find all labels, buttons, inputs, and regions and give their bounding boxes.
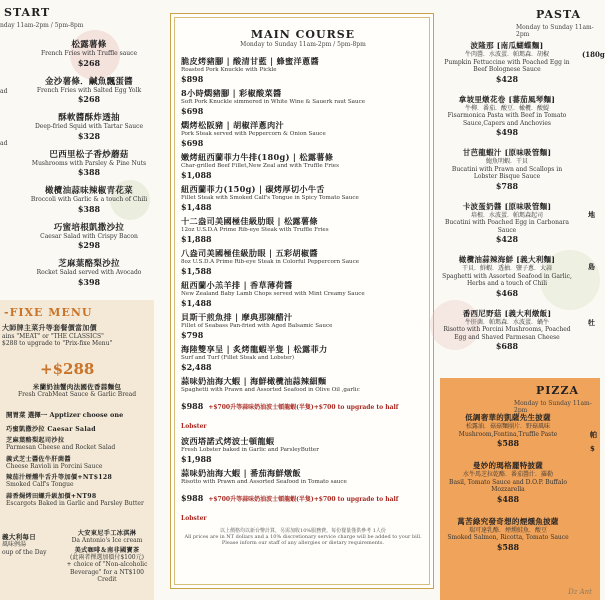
item-name-zh: 蒜味奶油海大蝦 | 番茄海鮮燉飯 xyxy=(181,467,301,478)
item-price: $1,488 xyxy=(181,201,212,212)
drink-zh: 美式咖啡＆南非國寶茶 xyxy=(74,546,140,554)
choice-zh: 巧蜜凱撒沙拉 Caesar Salad xyxy=(6,426,96,433)
item-price: $488 xyxy=(496,493,520,504)
footnote-line: Please inform our staff of any allergies or dietary requirements. xyxy=(221,540,385,547)
item-name-zh: 海陸雙享呈 | 炙烤龍蝦半隻 | 松露菲力 xyxy=(181,343,328,354)
item-desc-zh: 松露油．菇菇麵團片．野菇風味 xyxy=(465,423,550,430)
menu-item xyxy=(442,94,572,138)
item-name-en: Soft Pork Knuckle simmered in White Wine & Sauerk raut Sauce xyxy=(181,98,366,105)
item-name-zh: 8小時燜豬腳 | 彩椒酸菜醬 xyxy=(181,87,282,98)
item-name-zh: 波隆那 [南瓜蝴蝶麵] xyxy=(470,41,544,50)
menu-item xyxy=(442,516,574,552)
item-name-en: Basil, Tomato Sauce and D.O.P. Buffalo Mozzarella xyxy=(449,478,567,493)
item-price: $398 xyxy=(77,276,101,287)
item-price: $988 xyxy=(181,400,204,411)
item-name-zh: 橄欖油蒜味辣椒青花菜 xyxy=(44,186,133,196)
menu-item xyxy=(442,201,572,245)
choice-en: Smoked Calf's Tongue xyxy=(6,481,74,488)
item-name-en: Smoked Salmon, Ricotta, Tomato Sauce xyxy=(447,534,569,541)
upgrade-note: +$700升等蒜味奶油波士頓龍蝦(半隻)+$700 to upgrade to half Lobster xyxy=(181,403,399,430)
pizza-list xyxy=(442,412,574,559)
starter-list xyxy=(20,38,158,294)
item-desc-zh: 干貝．鮮蝦．透抽．鹽子蔥．大蒜 xyxy=(461,265,552,272)
item-name-zh: 橄欖油蒜辣海鮮 [義大利麵] xyxy=(458,255,556,264)
item-name-en: Caesar Salad with Crispy Bacon xyxy=(40,232,138,240)
fragment-text: $ xyxy=(590,444,595,453)
item-desc-zh: 鮑魚明蝦．干貝 xyxy=(485,158,528,165)
item-name-en: Spaghetti with Prawn and Assorted Seafood in Olive Oil ,garlic xyxy=(181,386,360,393)
item-desc-zh: 培根．水波蛋．帕瑪森起司 xyxy=(470,211,543,219)
item-price: $1,888 xyxy=(181,233,212,244)
item-name-en: 12oz U.S.D.A Prime Rib-eye Steak with Truffle Fries xyxy=(181,226,329,233)
item-name-en: New Zealand Baby Lamb Chops served with Mint Creamy Sauce xyxy=(181,290,365,297)
section-title-pizza: PIZZA xyxy=(536,384,580,397)
menu-item xyxy=(20,148,158,178)
item-name-en: Pork Steak served with Peppercorn & Onion Sauce xyxy=(181,130,326,137)
menu-item xyxy=(20,111,158,141)
item-name-en: 8oz U.S.D.A Prime Rib-eye Steak in Colorful Peppercorn Sauce xyxy=(181,258,360,265)
item-price: $388 xyxy=(77,203,101,214)
pasta-list xyxy=(442,40,572,358)
item-name-zh: 酥軟醬酥炸透抽 xyxy=(58,113,120,123)
choice-item xyxy=(6,435,152,452)
soup-item xyxy=(2,532,60,556)
item-desc-zh: 水牛馬芝拉乾酪．番茄醬汁．羅勒 xyxy=(462,471,553,478)
item-price: $898 xyxy=(181,73,204,84)
item-price: $268 xyxy=(77,94,101,104)
choice-en: Parmesan Cheese and Rocket Salad xyxy=(6,444,116,451)
prix-line-en: $288 to upgrade to "Prix-fixe Menu" xyxy=(2,340,113,348)
item-name-en: Fillet Steak with Smoked Calf's Tongue in Spicy Tomato Sauce xyxy=(181,194,359,201)
fragment-text: 島 xyxy=(588,262,595,271)
soup-zh: 義大利每日 xyxy=(2,533,36,541)
bread-item xyxy=(4,382,150,399)
item-price: $1,488 xyxy=(181,297,212,308)
fragment-text: ad xyxy=(0,88,8,95)
menu-item xyxy=(181,56,425,84)
item-price: $698 xyxy=(181,137,204,148)
item-name-zh: 嫩烤紐西蘭菲力牛排(180g) | 松露薯條 xyxy=(181,151,334,162)
item-name-zh: 松露薯條 xyxy=(71,40,107,50)
menu-item xyxy=(181,216,425,244)
menu-item xyxy=(181,280,425,308)
item-price: $2,488 xyxy=(181,361,212,372)
item-name-zh: 低調奢華的凱薩先生披薩 xyxy=(465,413,551,422)
item-price: $468 xyxy=(495,287,519,298)
section-title-start: START xyxy=(4,6,51,19)
item-name-zh: 脆皮烤豬腳 | 酸清甘藍 | 蜂蜜洋蔥醬 xyxy=(181,56,319,66)
fragment-text: 牡 xyxy=(588,318,595,327)
choice-item xyxy=(6,472,152,489)
item-name-zh: 金沙薯條．鹹魚飄蛋醬 xyxy=(44,76,133,87)
menu-item xyxy=(20,257,158,287)
choice-item xyxy=(6,491,152,508)
item-name-en: Risotto with Porcini Mushrooms, Poached Egg and Shaved Parmesan Cheese xyxy=(443,326,571,341)
prix-line-en: ains "MEAT" or "THE CLASSICS" xyxy=(2,332,104,340)
item-price: $798 xyxy=(181,329,204,340)
item-desc-zh: 牛肉醬．水波蛋．帕瑪森．胡椒 xyxy=(464,51,549,58)
prix-fixe-intro xyxy=(2,324,152,348)
menu-item xyxy=(442,40,572,84)
menu-item xyxy=(20,221,158,251)
item-price: $1,088 xyxy=(181,169,212,180)
item-name-en: Broccoli with Garlic & a touch of Chili xyxy=(30,196,148,203)
item-price: $1,988 xyxy=(181,453,212,464)
item-name-zh: 曼妙的瑪格麗特披薩 xyxy=(472,461,544,470)
choice-zh: 芝麻葉酪梨起司沙拉 xyxy=(6,437,65,444)
item-name-en: Risotto with Prawn and Assorted Seafood in Tomato sauce xyxy=(181,478,347,485)
item-name-en: Roasted Pork Knuckle with Pickle xyxy=(181,67,277,73)
fragment-text: ad xyxy=(0,140,8,147)
item-desc-zh: 牛柳．番茄．酸豆．橄欖．酸鯷 xyxy=(464,104,549,112)
drink-en: (此兩者擇選加價付$100元) xyxy=(70,553,144,561)
footnote-line: All prices are in NT dollars and a 10% discretionary service charge will be added to your bill. xyxy=(184,534,422,541)
bread-en: Fresh CrabMeat Sauce & Garlic Bread xyxy=(17,391,137,398)
pasta-pizza-column xyxy=(440,0,605,600)
menu-item xyxy=(181,468,425,524)
item-name-en: Mushrooms with Parsley & Pine Nuts xyxy=(31,159,147,167)
item-name-zh: 巴西里松子香炒蘑菇 xyxy=(49,149,129,160)
fragment-text: 地 xyxy=(588,210,595,219)
item-name-en: Rocket Salad served with Avocado xyxy=(36,269,142,276)
item-price: $388 xyxy=(77,167,101,177)
item-price: $588 xyxy=(496,541,520,552)
item-name-en: Bucatini with Poached Egg in Carbonara Sauce xyxy=(444,219,569,234)
menu-item xyxy=(181,152,425,180)
item-name-en: Char-grilled Beef Fillet,New Zeal and with Truffle Fries xyxy=(181,162,339,169)
designer-signature: Dz Ant xyxy=(568,588,592,596)
item-name-zh: 蒜味奶油海大蝦 | 海鮮橄欖油蒜辣細麵 xyxy=(181,375,327,386)
section-hours: Monday to Sunday 11am-2pm xyxy=(514,400,592,414)
item-name-zh: 紐西蘭菲力(150g) | 碳烤厚切小牛舌 xyxy=(181,183,325,194)
choice-item xyxy=(6,454,152,471)
drink-en: + choice of "Non-alcoholic xyxy=(66,561,148,568)
starter-choices xyxy=(6,424,152,509)
menu-item xyxy=(181,120,425,148)
item-name-zh: 巧蜜培根凱撒沙拉 xyxy=(53,222,125,233)
menu-item xyxy=(442,412,574,448)
item-price: $1,588 xyxy=(181,265,212,276)
menu-item xyxy=(181,436,425,464)
item-desc-zh: 牛肝菌．帕瑪森．水波蛋．蝸牛 xyxy=(464,318,549,326)
item-price: $428 xyxy=(495,234,519,244)
item-name-en: French Fries with Truffle sauce xyxy=(40,50,138,57)
item-price: $328 xyxy=(77,130,101,141)
item-name-en: Mushroom,Fontina,Truffle Paste xyxy=(458,430,558,438)
choice-item xyxy=(6,424,152,433)
item-price: $428 xyxy=(495,73,519,84)
item-name-zh: 甘芭龍蝦汁 [原味吸管麵] xyxy=(462,148,552,157)
drink-en: Beverage" for a NT$100 Credit xyxy=(69,568,145,583)
item-name-zh: 十二盎司美國極佳級肋眼 | 松露薯條 xyxy=(181,215,318,226)
item-price: $698 xyxy=(181,105,204,116)
item-name-en: Fisarmonica Pasta with Beef in Tomato Sauce,Capers and Anchovies xyxy=(447,112,567,127)
item-name-zh: 卡波蛋奶醬 [原味吸管麵] xyxy=(462,201,552,211)
item-name-en: Bucatini with Prawn and Scallops in Lobster Bisque Sauce xyxy=(451,165,563,180)
menu-item xyxy=(442,147,572,191)
dessert-zh: 大安東尼手工冰淇淋 xyxy=(77,530,137,537)
item-name-zh: 貝斯干煎魚排 | 摩典那陳醋汁 xyxy=(181,311,293,322)
fragment-text: 帕 xyxy=(590,430,597,439)
soup-en: 風味例湯 xyxy=(2,541,27,548)
upgrade-note: +$700升等蒜味奶油波士頓龍蝦(半隻)+$700 to upgrade to half Lobster xyxy=(181,495,399,522)
prix-fixe-box xyxy=(0,300,154,600)
menu-item xyxy=(181,312,425,340)
menu-item xyxy=(20,75,158,105)
item-price: $298 xyxy=(77,240,101,250)
choice-en: Escargots Baked in Garlic and Parsley Butter xyxy=(6,499,144,507)
soup-en: oup of the Day xyxy=(2,548,47,556)
menu-item xyxy=(181,376,425,432)
menu-item xyxy=(442,254,572,298)
item-name-zh: 波西塔諾式烤波士頓龍蝦 xyxy=(181,435,275,446)
item-price: $268 xyxy=(77,57,101,68)
menu-item xyxy=(442,460,574,504)
item-price: $788 xyxy=(495,180,519,191)
item-name-en: Fresh Lobster baked in Garlic and ParsleyButter xyxy=(181,446,319,453)
menu-item xyxy=(20,38,158,68)
item-price: $988 xyxy=(181,492,204,503)
item-name-en: Deep-fried Squid with Tartar Sauce xyxy=(34,123,143,130)
menu-item xyxy=(20,184,158,214)
item-price: $688 xyxy=(495,341,519,351)
choice-en: Cheese Ravioli in Porcini Sauce xyxy=(6,462,103,470)
section-hours: Monday to Sunday 11am-2pm / 5pm-8pm xyxy=(240,41,366,48)
item-name-zh: 拿坡里燉花卷 [蕃茄風琴麵] xyxy=(458,94,556,104)
menu-item xyxy=(181,344,425,372)
choice-zh: 辣茄汁煙燻牛舌升等加價+NT$128 xyxy=(6,474,113,481)
prix-fixe-title: -FIXE MENU xyxy=(4,306,93,319)
menu-item xyxy=(181,184,425,212)
dessert-en: Da Antonio's Ice cream xyxy=(71,537,143,544)
item-desc-zh: 瑞可達乳酪．煙燻鮭魚．酸豆 xyxy=(468,526,547,534)
item-name-en: Fillet of Seabass Pan-fried with Aged Balsamic Sauce xyxy=(181,322,333,329)
fragment-text: (180g xyxy=(582,50,605,59)
prix-line-zh: 大師牌主菜升等套餐價當加價 xyxy=(2,323,97,332)
section-hours: nday 11am-2pm / 5pm-8pm xyxy=(0,22,84,29)
dessert-drink-item xyxy=(60,528,154,584)
item-name-en: French Fries with Salted Egg Yolk xyxy=(36,86,142,94)
item-name-en: Spaghetti with Assorted Seafood in Garlic, Herbs and a touch of Chili xyxy=(442,272,572,287)
choice-zh: 蒜香焗烤田螺升級加價+NT98 xyxy=(6,492,97,500)
starter-choice-label: 開胃菜 選擇一 Apptizer choose one xyxy=(6,411,124,419)
main-course-content xyxy=(181,20,425,547)
item-name-zh: 番西尼野菇 [義大利燉飯] xyxy=(462,308,552,318)
item-name-en: Surf and Turf (Fillet Steak and Lobster) xyxy=(181,354,295,361)
item-name-zh: 八盎司美國極佳級肋眼 | 五彩胡椒醬 xyxy=(181,247,318,258)
item-name-zh: 芝麻葉酪梨沙拉 xyxy=(58,259,120,269)
item-name-zh: 紐西蘭小羔羊排 | 香草薄荷醬 xyxy=(181,279,293,290)
menu-item xyxy=(181,248,425,276)
item-name-zh: 燜烤松阪豬 | 胡椒洋蔥肉汁 xyxy=(181,119,284,130)
bread-zh: 米蘭奶油蟹肉法國佐香蒜麵包 xyxy=(32,383,122,391)
section-hours: Monday to Sunday 11am-2pm xyxy=(516,24,594,38)
main-course-panel xyxy=(170,13,434,589)
item-name-zh: 萬苦綠究發奇想的煙燻魚披薩 xyxy=(457,516,559,526)
section-title-pasta: PASTA xyxy=(536,8,582,21)
menu-item xyxy=(442,308,572,352)
item-price: $588 xyxy=(496,438,520,448)
footnote xyxy=(181,528,425,547)
pizza-box xyxy=(440,378,600,600)
footnote-line: 以上價格均以新台幣計算，另需加收10%服務費。每份餐量僅供參考 1人份 xyxy=(220,527,386,534)
choice-zh: 義式芝士醬佐牛肝菌醬 xyxy=(6,455,71,463)
prix-fixe-price: +$288 xyxy=(40,360,95,378)
item-price: $498 xyxy=(495,127,519,137)
starters-column xyxy=(0,0,158,600)
section-title-main: MAIN COURSE xyxy=(250,28,356,41)
menu-item xyxy=(181,88,425,116)
item-name-en: Pumpkin Fettuccine with Poached Egg in Beef Bolognese Sauce xyxy=(444,58,570,73)
